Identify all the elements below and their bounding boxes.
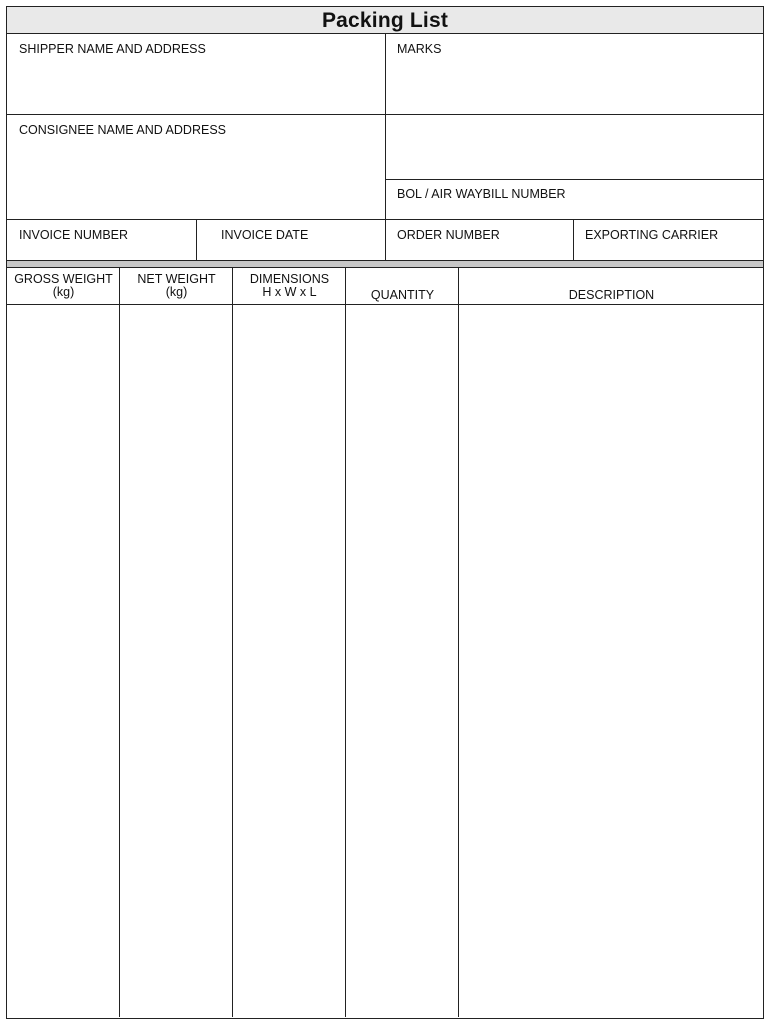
invoice-date-label: INVOICE DATE	[221, 228, 309, 242]
shipper-label: SHIPPER NAME AND ADDRESS	[19, 42, 206, 56]
header-gross-weight-line2: (kg)	[52, 285, 75, 299]
divider	[119, 268, 120, 1017]
header-description	[459, 268, 764, 304]
bol-label: BOL / AIR WAYBILL NUMBER	[397, 187, 566, 201]
gross-weight-column[interactable]	[7, 305, 120, 1017]
items-table	[6, 268, 764, 1019]
bol-field[interactable]	[386, 180, 764, 219]
header-dimensions-line2: H x W x L	[262, 285, 317, 299]
shipper-field[interactable]	[7, 34, 386, 114]
divider	[196, 219, 197, 260]
invoice-number-field[interactable]	[7, 220, 197, 261]
divider	[345, 268, 346, 1017]
header-description-line1: DESCRIPTION	[568, 287, 655, 302]
invoice-number-label: INVOICE NUMBER	[19, 228, 129, 242]
divider	[386, 179, 764, 180]
exporting-carrier-label: EXPORTING CARRIER	[585, 228, 719, 242]
order-number-label: ORDER NUMBER	[397, 228, 500, 242]
header-quantity-line1: QUANTITY	[370, 287, 435, 302]
dimensions-column[interactable]	[233, 305, 346, 1017]
description-column[interactable]	[459, 305, 764, 1017]
header-dimensions	[233, 268, 346, 304]
page-title: Packing List	[321, 9, 449, 32]
section-separator	[6, 261, 764, 268]
invoice-date-field[interactable]	[197, 220, 386, 261]
marks-extra-field[interactable]	[386, 115, 764, 179]
divider	[232, 268, 233, 1017]
exporting-carrier-field[interactable]	[574, 220, 764, 261]
header-form	[6, 33, 764, 261]
header-gross-weight-line1: GROSS WEIGHT	[14, 272, 113, 286]
order-number-field[interactable]	[386, 220, 574, 261]
header-net-weight-line2: (kg)	[165, 285, 188, 299]
title-bar	[6, 6, 764, 33]
marks-field[interactable]	[386, 34, 764, 114]
marks-label: MARKS	[397, 42, 442, 56]
divider	[573, 219, 574, 260]
header-quantity	[346, 268, 459, 304]
header-dimensions-line1: DIMENSIONS	[249, 272, 330, 286]
consignee-label: CONSIGNEE NAME AND ADDRESS	[19, 123, 226, 137]
divider	[385, 34, 386, 260]
consignee-field[interactable]	[7, 115, 386, 219]
net-weight-column[interactable]	[120, 305, 233, 1017]
quantity-column[interactable]	[346, 305, 459, 1017]
header-net-weight	[120, 268, 233, 304]
divider	[458, 268, 459, 1017]
header-net-weight-line1: NET WEIGHT	[137, 272, 216, 286]
header-gross-weight	[7, 268, 120, 304]
